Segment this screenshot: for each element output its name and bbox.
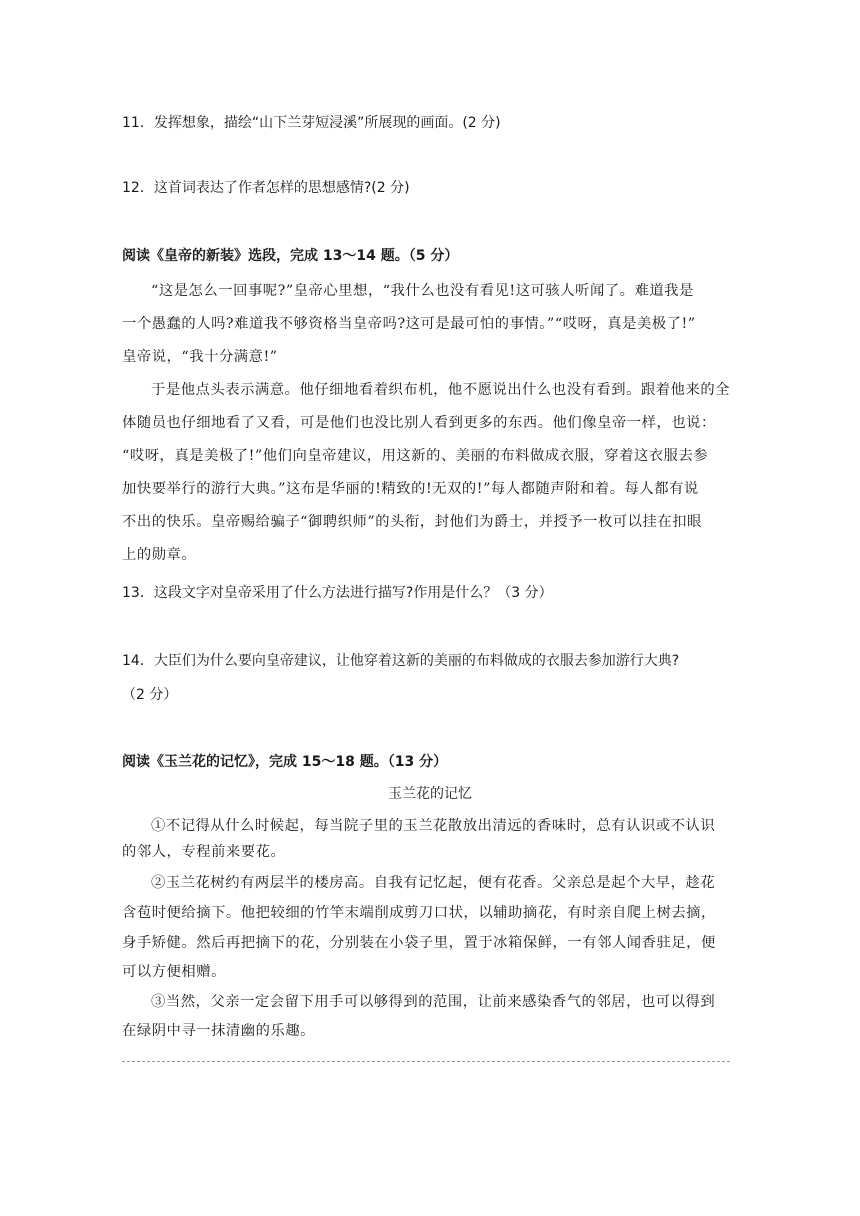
question-14-points: （2 分） [122, 687, 178, 703]
passage-line: 的邻人，专程前来要花。 [122, 844, 286, 860]
passage-line: ①不记得从什么时候起，每当院子里的玉兰花散放出清远的香味时，总有认识或不认识 [151, 818, 716, 834]
passage-line: ②玉兰花树约有两层半的楼房高。自我有记忆起，便有花香。父亲总是起个大早，趁花 [151, 875, 716, 891]
passage-line: “哎呀，真是美极了!”他们向皇帝建议，用这新的、美丽的布料做成衣服，穿着这衣服去参 [122, 448, 709, 464]
section-heading-emperor: 阅读《皇帝的新装》选段，完成 13～14 题。（5 分） [122, 248, 459, 264]
passage-line: 不出的快乐。皇帝赐给骗子“御聘织师”的头衔，封他们为爵士，并授予一枚可以挂在扣眼 [122, 514, 702, 530]
passage-line: 含苞时便给摘下。他把较细的竹竿末端削成剪刀口状，以辅助摘花，有时亲自爬上树去摘， [122, 905, 716, 921]
passage-line: 皇帝说，“我十分满意!” [122, 349, 278, 365]
passage-title: 玉兰花的记忆 [388, 786, 472, 802]
question-14: 14．大臣们为什么要向皇帝建议，让他穿着这新的美丽的布料做成的衣服去参加游行大典? [122, 653, 680, 669]
passage-line: “这是怎么一回事呢?”皇帝心里想，“我什么也没有看见!这可骇人听闻了。难道我是 [151, 283, 694, 299]
passage-line: 体随员也仔细地看了又看，可是他们也没比别人看到更多的东西。他们像皇帝一样，也说： [122, 415, 716, 431]
question-11: 11．发挥想象，描绘“山下兰芽短浸溪”所展现的画面。(2 分) [122, 115, 501, 131]
passage-line: 加快要举行的游行大典。”这布是华丽的!精致的!无双的!”每人都随声附和着。每人都有说 [122, 481, 699, 497]
question-12: 12．这首词表达了作者怎样的思想感情?(2 分) [122, 180, 410, 196]
section-heading-magnolia: 阅读《玉兰花的记忆》，完成 15～18 题。（13 分） [122, 754, 448, 770]
question-13: 13．这段文字对皇帝采用了什么方法进行描写?作用是什么？（3 分） [122, 585, 553, 601]
passage-line: 一个愚蠢的人吗?难道我不够资格当皇帝吗?这可是最可怕的事情。”“哎呀，真是美极了!” [122, 316, 696, 332]
page-break-divider [122, 1061, 730, 1062]
passage-line: 于是他点头表示满意。他仔细地看着织布机，他不愿说出什么也没有看到。跟着他来的全 [151, 382, 731, 398]
passage-line: 上的勋章。 [122, 547, 197, 563]
passage-line: ③当然，父亲一定会留下用手可以够得到的范围，让前来感染香气的邻居，也可以得到 [151, 994, 716, 1010]
passage-line: 在绿阴中寻一抹清幽的乐趣。 [122, 1023, 316, 1039]
passage-line: 身手矫健。然后再把摘下的花，分别装在小袋子里，置于冰箱保鲜，一有邻人闻香驻足，便 [122, 935, 716, 951]
passage-line: 可以方便相赠。 [122, 964, 226, 980]
